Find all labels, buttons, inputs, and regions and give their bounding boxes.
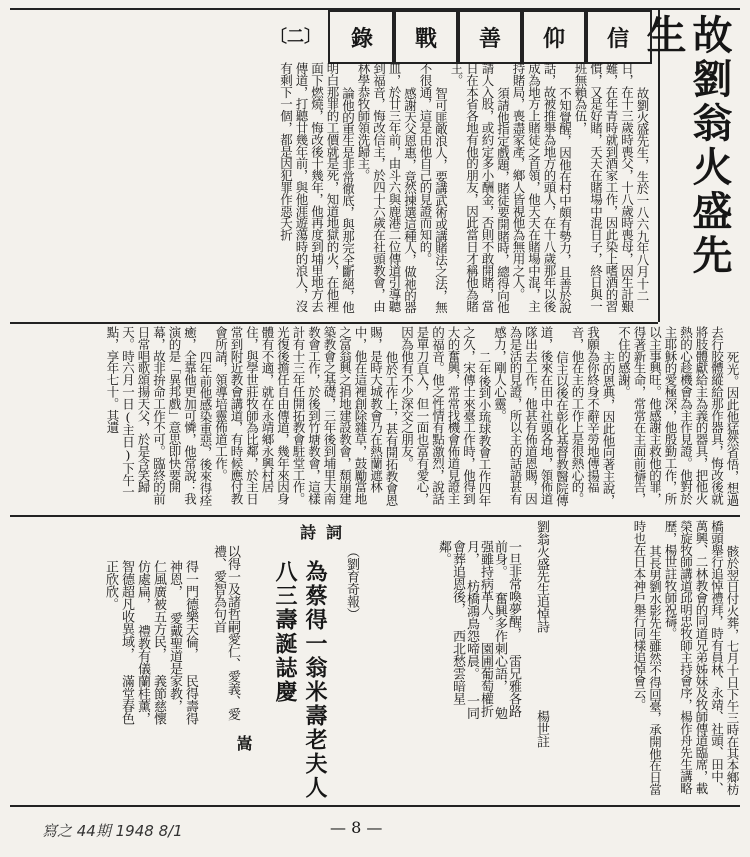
poem2-line: 滿堂春色正欣欣。 [103, 560, 134, 725]
poem2-title: 為蔡得一翁米壽老夫人八三壽誕誌慶 [272, 560, 328, 800]
banner-char: 仰 [542, 25, 565, 52]
paragraph: 他於工作上，甚有開拓教會恩賜，是時大城教會乃在熱蘭遮林中，他在這裡創除雜草，鼓勵當地之富翁興之捐地建設教會，頹崩建築教會之基礎，三年後到埔里大南教會工作，於後到竹塘教會，這樣計有十三年任開拓教會駐堂工作。光復後擔任自由傳道，幾年來因身體有不適，就在永靖鄉永興村居住，與學世莊牧師為比鄰，於主日常到附近教會講道，有時候應付教會所請，領導培靈佈道工作。 [213, 326, 399, 506]
poem2-line: 仁風廣被五方民， [151, 560, 166, 660]
poem2-body [70, 560, 198, 725]
poem1-line: 枋橋鴻鳥怨啼晨。 [464, 579, 479, 680]
banner-char-box [328, 10, 396, 64]
paragraph: 二年後到小琉球教會工作四年之久，宋傳士來臺工作時，他得到大的奮興，常常找機會佈道見證主的福音。他之性情有點激烈，說話是單刀直入，但一面也富有愛心，因為他有不少深交之朋友。 [399, 326, 492, 506]
paragraph: 不知覺醒，因他在村中頗有勢力，且善於說話，故被推舉為地方的頭人，在十八歲那年以後成為地方上賭徒之首領，他天天在賭場中混，主持賭局，喪盡家產，鄉人皆視他為無用之人。 [511, 62, 573, 314]
banner-char-box [392, 10, 460, 64]
poem2-line: 義節慈懷仿處扁， [135, 560, 166, 725]
poem1-body [380, 540, 520, 720]
main-body [10, 62, 650, 320]
poem1-line: 奮興多作刺心語， [492, 592, 507, 692]
poem1-line: 一旦非常喚夢醒， [506, 540, 521, 640]
poem1-line: 勉强雖持病革人。 [478, 540, 507, 719]
paragraph: 信主以後在彰化基督教醫院傳道，後來在田中社頭各地，領佈道隊出去工作，他甚有佈道恩賜，因為是活的見證，所以主的話語甚有感力，剛人心靈。 [492, 326, 570, 506]
paragraph: 故劉火盛先生，生於一八六九年八月十二日，在十三歲時喪父，十八歲時喪母，因生計艱難，在年青時就到酒家工作，因此染上嗜酒的習慣，又是好賭，天天在賭場中混日子，終日與一班無賴為伍， [573, 62, 650, 312]
banner-char-box [456, 10, 524, 64]
paragraph: 主的恩典，因此他向著主說，我願為你終身不辭辛勞地傳揚福音，他在主的工作上是很熱心的。 [570, 326, 616, 506]
paragraph: 感謝天父恩惠，竟然揀選這種人，做祂的器皿，於廿三年前，由斗六與鹿港二位傳道引導聽到福音，悔改信主，於四十六歲在社頭教會，由林學恭牧師領洗歸主。 [356, 62, 418, 314]
paragraph: 論他的重生是非常徹底，與那完全斷絕，他明白那罪的工價就是死，知道地獄的火，在他裡面下燃燒，悔改後十幾年，他再度到埔里地方去傳道，打聽廿幾年前，與他涯遊蕩時的浪人，沒有剩下一個，都是因犯罪作惡夭折 [278, 62, 356, 314]
poem2-line: 得一門德樂天倫， [183, 560, 198, 660]
poem1-line: 一同會葬追恩後， [450, 540, 479, 719]
poem2-line: 民得壽得神恩， [167, 560, 198, 725]
banner-char: 信 [606, 25, 629, 52]
series-number: 〔二〕 [270, 27, 321, 47]
poem1-author: 楊世註 [534, 710, 549, 748]
article-title: 故劉翁火盛先生 [640, 14, 733, 278]
poems-section-label: 詩詞 [300, 523, 353, 542]
poem1-title: 劉翁火盛先生追悼詩 [534, 520, 549, 633]
banner-char-box [520, 10, 588, 64]
poem1-line: 雷兄雅各路前身。 [492, 540, 521, 717]
poem2-author: 嵩 [234, 735, 253, 751]
poem2-intro: 以得一及諸哲嗣愛仁、愛義、愛禮、愛智為句首 [211, 545, 240, 720]
paragraph: 其長男劉水影先生雖然不得回臺，承開他在日當時也在日本神戶舉行同樣追悼會云。 [632, 520, 663, 795]
poem2-line: 愛戴聖道是家教， [167, 612, 182, 712]
poem1-line: 園圃葡萄權折月， [464, 540, 493, 717]
banner-char: 錄 [350, 25, 373, 52]
funeral-notice [560, 520, 740, 800]
poem2-line: 禮教有儀蘭桂薰， [135, 624, 150, 725]
poem2-line: 智德超凡收異域， [119, 560, 134, 660]
paragraph: 須請他指定戲題，賭徒要開賭時，總得向他請人入股，或約定多小酬金，否則不敢開賭，當日在本省各地有他的朋友，因此當日才稱他為賭王。 [449, 62, 511, 314]
banner-char-box [584, 10, 652, 64]
lower-divider [10, 515, 740, 517]
paragraph: 智可匪敵浪人，要講武術或講賭法之法，無不很通，這是由他自己的見證而知的。 [418, 62, 449, 314]
banner-char: 戰 [414, 25, 437, 52]
paragraph: 骸於翌日付火葬，七月十日下午三時在其本鄉枋橋頭舉行追悼禮拜，時有員林、永靖、社頭、田中、萬興、二林教會的同道兄弟姊妹及牧師傳道臨席，載榮旋牧師講道邱明忠牧師主持會序，楊作舟先生講略歷，楊世註牧師祝禱。 [663, 520, 740, 795]
poem1-line: 西北愁雲暗星鄰。 [436, 540, 465, 705]
poem2-byline: （劉育奇報） [344, 545, 359, 620]
paragraph: 四年前他感染重惡，後來得痊癒，全靠他更加可憐，他常說：我演的是「異邦戲」意思即快要開幕，故非拚命工作不可。臨終的前日常唱歌頌揚天父，於是含笑歸天。時六月一日(主日)下午一點，享年七十。其遺 [105, 326, 213, 506]
paragraph: 死光。因此他猛然省悟，想過去行胶體縱給那作器具，悔改後就將肢體獻給主為義的器具，把他火熱的心趁機會為主作見證。他對於主耶穌的愛極深，他殷勤工作，所以主事興旺。他感謝主救他的罪，得著新生命，常常在主面前禱告，不住的感謝。 [616, 326, 740, 506]
page-number: — 8 — [330, 818, 383, 837]
handwritten-note: 寫之 44期 1948 8/1 [42, 822, 183, 840]
bottom-rule [10, 805, 740, 807]
section-divider [10, 322, 658, 324]
banner-char: 善 [478, 25, 501, 52]
continuation-body [10, 326, 740, 512]
